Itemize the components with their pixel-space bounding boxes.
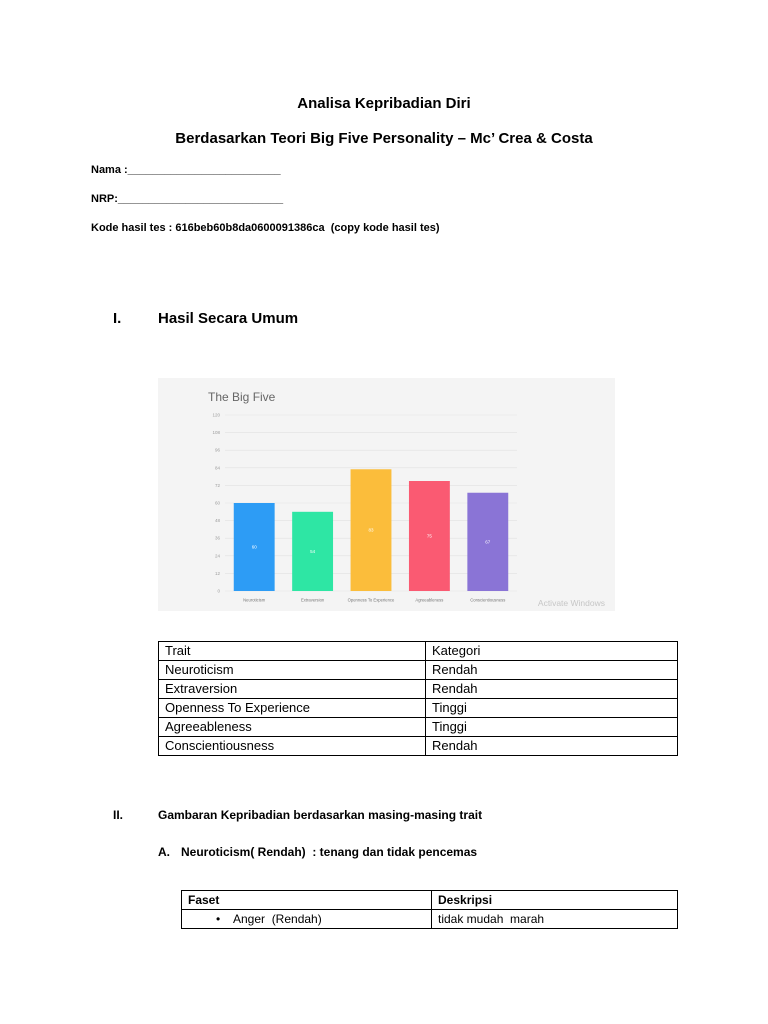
section-1-title: Hasil Secara Umum	[158, 310, 299, 327]
section-2-number: II.	[113, 808, 124, 822]
kategori-cell: Rendah	[426, 737, 678, 756]
nama-field: Nama :_________________________	[91, 164, 281, 176]
y-tick-label: 12	[214, 570, 220, 576]
subsection-a-letter: A.	[158, 845, 170, 859]
trait-table-header	[159, 642, 678, 661]
table-row	[159, 680, 678, 699]
kode-hasil-tes: Kode hasil tes : 616beb60b8da0600091386ca (copy kode hasil tes)	[91, 222, 440, 234]
header-deskripsi: Deskripsi	[432, 891, 678, 910]
nrp-field: NRP:___________________________	[91, 193, 284, 205]
facet-table	[181, 890, 678, 929]
facet-label: Anger (Rendah)	[233, 912, 322, 926]
y-tick-label: 108	[212, 430, 220, 436]
big-five-chart	[158, 378, 615, 611]
bar-value-label: 54	[310, 548, 316, 554]
table-row	[159, 718, 678, 737]
bullet-icon: •	[216, 912, 221, 926]
trait-cell: Agreeableness	[159, 718, 426, 737]
y-tick-label: 24	[214, 553, 220, 559]
kategori-cell: Rendah	[426, 661, 678, 680]
section-2-title: Gambaran Kepribadian berdasarkan masing-masing trait	[158, 808, 483, 822]
y-tick-label: 96	[214, 447, 220, 453]
facet-table-header	[182, 891, 678, 910]
section-1-number: I.	[113, 310, 122, 327]
header-faset: Faset	[182, 891, 432, 910]
description-cell: tidak mudah marah	[432, 910, 678, 929]
header-kategori: Kategori	[426, 642, 678, 661]
table-row	[159, 737, 678, 756]
x-axis-labels	[243, 598, 505, 603]
header-trait: Trait	[159, 642, 426, 661]
windows-watermark: Activate Windows	[537, 598, 605, 608]
x-tick-label: Openness To Experience	[347, 597, 395, 603]
table-row	[182, 910, 678, 929]
y-tick-label: 0	[217, 588, 220, 594]
trait-cell: Extraversion	[159, 680, 426, 699]
x-tick-label: Conscientiousness	[470, 597, 506, 603]
x-tick-label: Extraversion	[300, 597, 325, 603]
trait-table	[158, 641, 678, 756]
y-tick-label: 48	[214, 518, 220, 524]
x-tick-label: Neuroticism	[243, 597, 266, 603]
trait-cell: Openness To Experience	[159, 699, 426, 718]
x-tick-label: Agreeableness	[415, 597, 444, 603]
facet-cell	[182, 910, 432, 929]
bar-value-label: 60	[251, 544, 257, 550]
kategori-cell: Tinggi	[426, 699, 678, 718]
table-row	[159, 699, 678, 718]
bar-value-label: 67	[485, 539, 491, 545]
big-five-chart-image	[158, 378, 615, 611]
y-tick-label: 120	[212, 412, 220, 418]
y-axis-labels	[212, 413, 220, 594]
table-row	[159, 661, 678, 680]
chart-title: The Big Five	[208, 390, 276, 404]
subsection-a-title: Neuroticism( Rendah) : tenang dan tidak pencemas	[181, 845, 478, 859]
bar-value-label: 75	[426, 533, 432, 539]
y-tick-label: 72	[214, 482, 220, 488]
bar-value-label: 83	[368, 527, 374, 533]
y-tick-label: 36	[214, 535, 220, 541]
document-subtitle: Berdasarkan Teori Big Five Personality – Mc’ Crea & Costa	[175, 130, 593, 147]
kategori-cell: Tinggi	[426, 718, 678, 737]
y-tick-label: 60	[214, 500, 220, 506]
trait-cell: Conscientiousness	[159, 737, 426, 756]
trait-cell: Neuroticism	[159, 661, 426, 680]
kategori-cell: Rendah	[426, 680, 678, 699]
y-tick-label: 84	[214, 465, 220, 471]
document-title: Analisa Kepribadian Diri	[297, 95, 471, 112]
